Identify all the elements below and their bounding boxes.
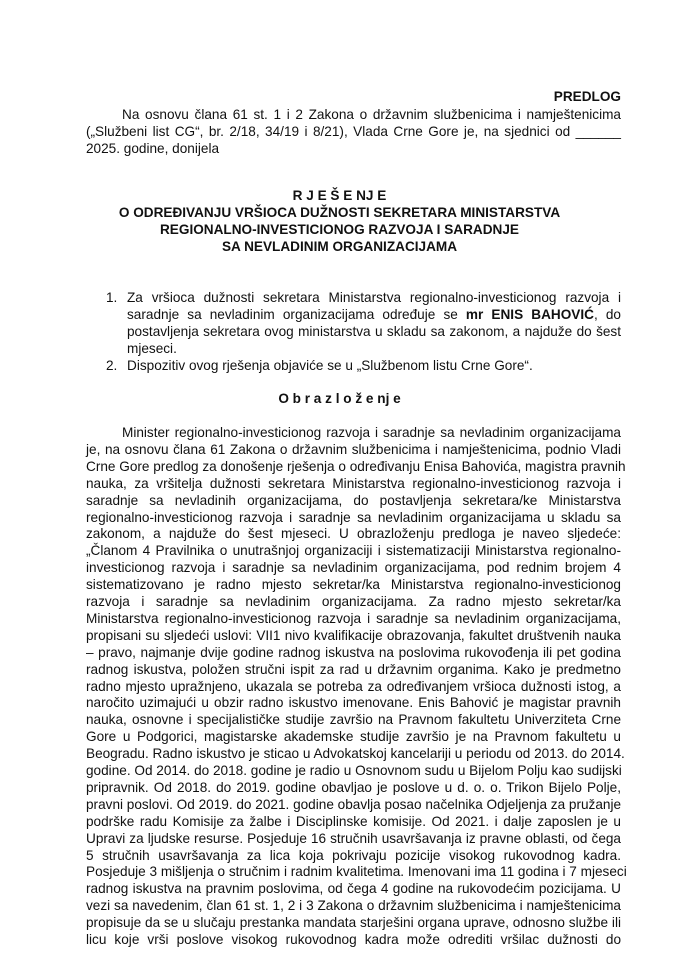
decision-title-line: SA NEVLADINIM ORGANIZACIJAMA <box>221 239 458 254</box>
preamble-line: („Službeni list CG“, br. 2/18, 34/19 i 8/21), Vlada Crne Gore je, na sjednici od ______ <box>86 124 621 139</box>
reasoning-line: – pravo, najmanje dvije godine radnog iskustva na poslovima rukovođenja ili pet godina <box>86 644 621 660</box>
reasoning-line: regionalno-investicionog razvoja i saradnje sa nevladinim organizacijama u skladu sa <box>86 509 621 525</box>
reasoning-line: radnog iskustva, položen stručni ispit za rad u državnim organima. Kako je predmetno <box>86 661 621 677</box>
reasoning-line: investicionog razvoja i saradnje sa nevladinim organizacijama, pod rednim brojem 4 <box>86 560 621 576</box>
preamble-line: 2025. godine, donijela <box>86 141 220 156</box>
item-line: Za vršioca dužnosti sekretara Ministarstva regionalno-investicionog razvoja i <box>127 290 621 305</box>
item-number: 1. <box>106 290 118 305</box>
item-line: saradnje sa nevladinim organizacijama određuje se mr ENIS BAHOVIĆ, do <box>127 307 621 322</box>
reasoning-line: sistematizovano je radno mjesto sekretar/ka Ministarstva regionalno-investicionog <box>86 577 621 593</box>
reasoning-heading: O b r a z l o ž e nj e <box>278 391 401 406</box>
reasoning-line: zakonom, a najduže do šest mjeseci. U obrazloženju predloga je naveo sljedeće: <box>86 526 621 542</box>
reasoning-line: godine. Od 2014. do 2018. godine je radio u Osnovnom sudu u Bijelom Polju kao sudijski <box>86 763 622 778</box>
reasoning-line: „Članom 4 Pravilnika o unutrašnjoj organizaciji i sistematizaciji Ministarstva regionalno- <box>86 543 621 559</box>
reasoning-line: je, na osnovu člana 61 Zakona o državnim službenicima i namještenicima, podnio Vladi <box>86 441 621 457</box>
reasoning-line: pravni poslovi. Od 2019. do 2021. godine obavlja posao načelnika Odjeljenja za pružanje <box>86 796 622 812</box>
decision-title-line: O ODREĐIVANJU VRŠIOCA DUŽNOSTI SEKRETARA MINISTARSTVA <box>118 205 561 220</box>
reasoning-line: nauka, osnovne i specijalističke studije završio na Pravnom fakultetu Univerziteta Crne <box>86 712 621 728</box>
appointee-name: mr ENIS BAHOVIĆ <box>465 307 594 322</box>
reasoning-line: Gore u Podgorici, magistarske akademske studije završio je na Pravnom fakultetu u <box>86 729 621 745</box>
decision-title-line: REGIONALNO-INVESTICIONOG RAZVOJA I SARADNJE <box>159 222 519 237</box>
reasoning-line: Posjeduje 3 mišljenja o stručnim i radnim kvalitetima. Imenovani ima 11 godina i 7 mjeseci <box>86 864 627 880</box>
item-line: postavljenja sekretara ovog ministarstva u skladu sa zakonom, a najduže do šest <box>127 324 621 339</box>
item-line: Dispozitiv ovog rješenja objaviće se u „Službenom listu Crne Gore“. <box>127 358 533 373</box>
proposal-label: PREDLOG <box>553 89 621 104</box>
reasoning-line: radnog iskustva na pravnim poslovima, od čega 4 godine na rukovodećim pozicijama. U <box>86 881 621 897</box>
reasoning-line: pripravnik. Od 2018. do 2019. godine obavljao je poslove u d. o. o. Trikon Bijelo Polje, <box>86 779 621 795</box>
decision-heading: R J E Š E NJ E <box>292 188 387 203</box>
reasoning-line: Crne Gore predlog za donošenje rješenja o određivanju Enisa Bahovića, magistra pravnih <box>86 458 626 474</box>
reasoning-line: Minister regionalno-investicionog razvoja i saradnje sa nevladinim organizacijama <box>122 425 621 440</box>
item-line: mjeseci. <box>127 341 177 356</box>
reasoning-line: podrške radu Komisije za žalbe i Disciplinske komisije. Od 2021. i dalje zaposlen je u <box>86 813 621 829</box>
reasoning-line: naročito uzimajući u obzir radno iskustvo imenovane. Enis Bahović je magistar pravnih <box>86 695 621 711</box>
preamble-line: Na osnovu člana 61 st. 1 i 2 Zakona o državnim službenicima i namještenicima <box>122 107 621 122</box>
reasoning-line: Ministarstva regionalno-investicionog razvoja i saradnje sa nevladinim organizacijama, <box>86 610 621 626</box>
reasoning-line: licu koje vrši poslove visokog rukovodnog kadra može odrediti vršilac dužnosti do <box>86 932 621 947</box>
reasoning-line: nauka, za vršitelja dužnosti sekretara Ministarstva regionalno-investicionog razvoja i <box>86 475 621 491</box>
reasoning-line: radno mjesto upražnjeno, ukazala se potreba za određivanjem vršioca dužnosti istog, a <box>86 678 621 694</box>
item-number: 2. <box>106 358 118 373</box>
reasoning-line: propisani su sljedeći uslovi: VII1 nivo kvalifikacije obrazovanja, fakultet društvenih nauka <box>86 627 621 643</box>
reasoning-line: propisuje da se u slučaju prestanka mandata starješini organa uprave, odnosno službe ili <box>86 915 621 931</box>
reasoning-line: vezi sa navedenim, član 61 st. 1, 2 i 3 Zakona o državnim službenicima i namještenicima <box>86 898 621 914</box>
reasoning-line: Beogradu. Radno iskustvo je sticao u Advokatskoj kancelariji u periodu od 2013. do 2014. <box>86 746 625 762</box>
reasoning-line: saradnje sa nevladinih organizacijama, do postavljenja sekretara/ke Ministarstva <box>86 492 621 508</box>
reasoning-line: Upravi za ljudske resurse. Posjeduje 16 stručnih usavršavanja iz pravne oblasti, od čega <box>86 830 621 846</box>
reasoning-line: razvoja i saradnje sa nevladinim organizacijama. Za radno mjesto sekretar/ka <box>86 594 621 609</box>
reasoning-line: 5 stručnih usavršavanja za lica koja pokrivaju pozicije visokog rukovodnog kadra. <box>86 847 621 863</box>
